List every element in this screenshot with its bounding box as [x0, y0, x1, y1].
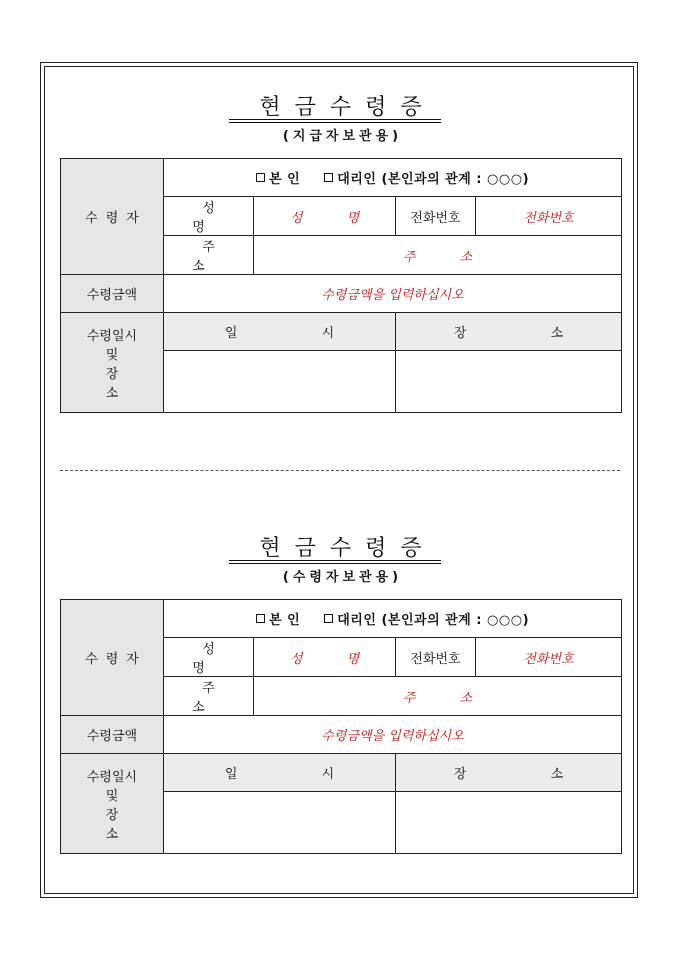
- checkbox-self[interactable]: [256, 173, 265, 182]
- receipt-payer-copy: [60, 68, 621, 413]
- title-underline-double: [229, 122, 441, 123]
- recipient-label: 수령자: [61, 159, 164, 275]
- phone-field[interactable]: 전화번호: [476, 197, 622, 236]
- title-underline: [229, 119, 441, 120]
- name-label: 성 명: [164, 197, 254, 236]
- recipient-type-row: [164, 600, 622, 638]
- place-header: 장 소: [396, 313, 622, 351]
- receipt-form-table: [60, 599, 622, 854]
- phone-field[interactable]: 전화번호: [476, 638, 622, 677]
- datetime-field[interactable]: [164, 792, 396, 854]
- name-label: 성 명: [164, 638, 254, 677]
- phone-label: 전화번호: [396, 638, 476, 677]
- address-field[interactable]: 주 소: [254, 236, 622, 275]
- cut-line: [60, 470, 620, 471]
- checkbox-agent[interactable]: [324, 614, 333, 623]
- datetime-field[interactable]: [164, 351, 396, 413]
- datetime-header: 일 시: [164, 313, 396, 351]
- amount-field[interactable]: 수령금액을 입력하십시오: [164, 275, 622, 313]
- relation-text: (본인과의 관계 : ○○○): [381, 172, 530, 187]
- recipient-type-row: [164, 159, 622, 197]
- title-block: [60, 68, 621, 158]
- checkbox-agent[interactable]: [324, 173, 333, 182]
- title-underline: [229, 560, 441, 561]
- receipt-form-table: [60, 158, 622, 413]
- title-block: [60, 509, 621, 599]
- amount-label: 수령금액: [61, 716, 164, 754]
- datetime-place-label: 수령일시 및 장 소: [61, 313, 164, 413]
- checkbox-self-label: 본 인: [269, 613, 301, 628]
- place-header: 장 소: [396, 754, 622, 792]
- checkbox-self-label: 본 인: [269, 172, 301, 187]
- document-subtitle: (수령자보관용): [282, 570, 403, 585]
- document-title: 현금수령증: [259, 95, 436, 120]
- datetime-place-label: 수령일시 및 장 소: [61, 754, 164, 854]
- checkbox-self[interactable]: [256, 614, 265, 623]
- checkbox-agent-label: 대리인: [337, 613, 377, 628]
- address-label: 주 소: [164, 236, 254, 275]
- checkbox-agent-label: 대리인: [337, 172, 377, 187]
- amount-label: 수령금액: [61, 275, 164, 313]
- place-field[interactable]: [396, 792, 622, 854]
- amount-field[interactable]: 수령금액을 입력하십시오: [164, 716, 622, 754]
- address-field[interactable]: 주 소: [254, 677, 622, 716]
- name-field[interactable]: 성 명: [254, 638, 396, 677]
- title-underline-double: [229, 563, 441, 564]
- document-title: 현금수령증: [259, 536, 436, 561]
- place-field[interactable]: [396, 351, 622, 413]
- document-subtitle: (지급자보관용): [282, 129, 403, 144]
- receipt-recipient-copy: [60, 509, 621, 854]
- relation-text: (본인과의 관계 : ○○○): [381, 613, 530, 628]
- phone-label: 전화번호: [396, 197, 476, 236]
- recipient-label: 수령자: [61, 600, 164, 716]
- datetime-header: 일 시: [164, 754, 396, 792]
- name-field[interactable]: 성 명: [254, 197, 396, 236]
- address-label: 주 소: [164, 677, 254, 716]
